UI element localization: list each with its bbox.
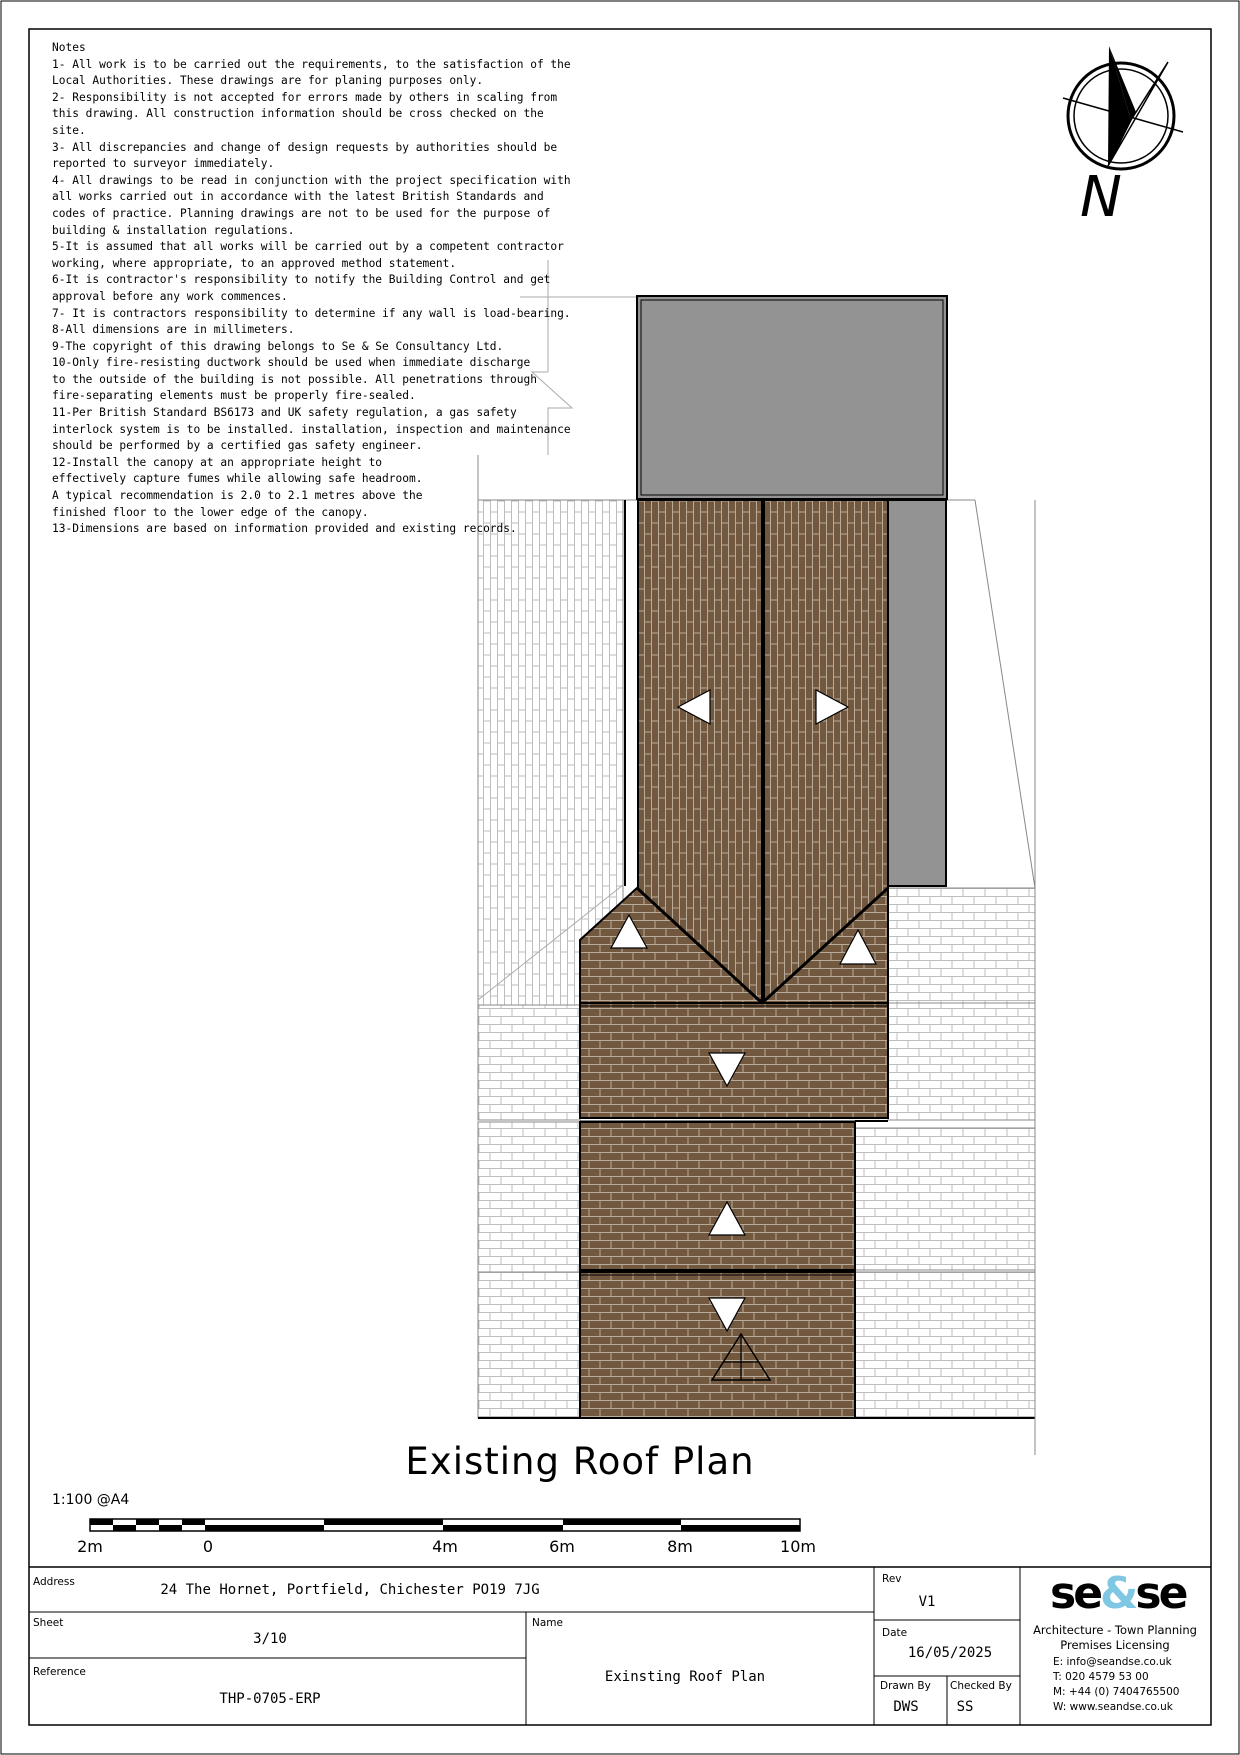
name-label: Name: [532, 1617, 563, 1629]
notes-heading: Notes: [52, 41, 86, 54]
company-services-line2: Premises Licensing: [1060, 1638, 1170, 1652]
checked-by-value: SS: [956, 1699, 974, 1715]
note-13: 13-Dimensions are based on information provided and existing records.: [52, 522, 517, 536]
note-5: 5-It is assumed that all works will be carried out by a competent contractor working, where appropriate, to an approved method statement.: [52, 240, 564, 270]
company-services-line1: Architecture - Town Planning: [1033, 1623, 1197, 1637]
company-mobile: M: +44 (0) 7404765500: [1053, 1686, 1180, 1698]
note-6: 6-It is contractor's responsibility to notify the Building Control and get approval before any work commences.: [52, 273, 551, 303]
name-value: Exinsting Roof Plan: [604, 1669, 766, 1685]
sheet-value: 3/10: [253, 1631, 287, 1647]
company-website: W: www.seandse.co.uk: [1053, 1701, 1173, 1713]
drawing-title: Existing Roof Plan: [405, 1440, 755, 1483]
sheet-label: Sheet: [33, 1617, 64, 1629]
general-notes: [52, 40, 572, 538]
company-logo: se&se: [1050, 1568, 1186, 1619]
reference-label: Reference: [33, 1666, 86, 1678]
note-1: 1- All work is to be carried out the requirements, to the satisfaction of the Local Authorities. These drawings are for planing purposes only.: [52, 57, 571, 88]
north-arrow-icon: [1063, 46, 1183, 230]
note-12: 12-Install the canopy at an appropriate height to effectively capture fumes while allowing safe headroom. A typical recommendation is 2.0 to 2.1 metres above the finished floor to the lower edge of the canopy.: [52, 455, 423, 519]
note-7: 7- It is contractors responsibility to determine if any wall is load-bearing.: [52, 306, 571, 320]
company-email: E: info@seandse.co.uk: [1053, 1656, 1172, 1668]
reference-value: THP-0705-ERP: [219, 1691, 321, 1707]
scale-tick: 4m: [432, 1537, 458, 1556]
company-phone: T: 020 4579 53 00: [1053, 1671, 1149, 1683]
checked-by-label: Checked By: [950, 1680, 1012, 1692]
note-10: 10-Only fire-resisting ductwork should be used when immediate discharge to the outside of the building is not possible. All penetrations through fire-separating elements must be properly fire-sealed.: [52, 356, 537, 403]
note-9: 9-The copyright of this drawing belongs to Se & Se Consultancy Ltd.: [52, 339, 504, 353]
scale-tick: 10m: [780, 1537, 816, 1556]
address-value: 24 The Hornet, Portfield, Chichester PO19 7JG: [160, 1582, 540, 1598]
scale-tick: 2m: [77, 1537, 103, 1556]
scale-tick: 0: [202, 1537, 214, 1556]
scale-tick: 6m: [549, 1537, 575, 1556]
scale-label: 1:100 @A4: [52, 1492, 130, 1508]
note-11: 11-Per British Standard BS6173 and UK safety regulation, a gas safety interlock system is to be installed. installation, inspection and maintenance should be performed by a certified gas safety engineer.: [52, 406, 571, 453]
drawn-by-label: Drawn By: [880, 1680, 931, 1692]
north-label: N: [1080, 165, 1122, 230]
pitched-roofs: [580, 500, 888, 1418]
note-8: 8-All dimensions are in millimeters.: [52, 323, 295, 337]
scale-bar: [90, 1519, 800, 1531]
drawn-by-value: DWS: [893, 1699, 919, 1715]
scale-tick: 8m: [667, 1537, 693, 1556]
note-2: 2- Responsibility is not accepted for errors made by others in scaling from this drawing. All construction information should be cross checked on the site.: [52, 90, 558, 137]
address-label: Address: [33, 1576, 75, 1588]
rev-label: Rev: [882, 1573, 902, 1585]
date-value: 16/05/2025: [907, 1645, 993, 1661]
note-4: 4- All drawings to be read in conjunction with the project specification with all works carried out in accordance with the latest British Standards and codes of practice. Planning drawings are not to be used for the purpose of building & installation regulations.: [52, 173, 571, 237]
date-label: Date: [882, 1627, 908, 1639]
note-3: 3- All discrepancies and change of design requests by authorities should be reported to surveyor immediately.: [52, 140, 558, 171]
rev-value: V1: [918, 1594, 936, 1610]
